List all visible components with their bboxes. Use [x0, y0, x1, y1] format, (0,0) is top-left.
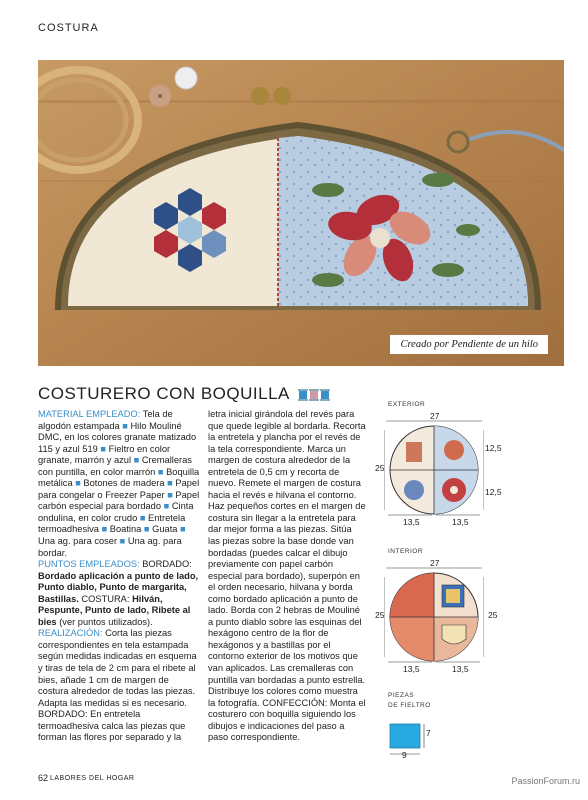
puntos-costura: Hilván, Pespunte, Punto de lado, Ribete al bies: [38, 593, 191, 627]
puntos-suffix: (ver puntos utilizados).: [59, 616, 153, 627]
realizacion-text-2: letra inicial girándola del revés para que quede legible al bordarla. Recorta la entretela y plancha por el revés de la tela correspondiente. Marca un margen de costura alrededor de la entretela de 0,5 cm y recorta de nuevo. Remete el margen de costura hacia el revés e hilvana el contorno. Haz pequeños cortes en el margen de costura sin llegar a la entretela para dar mejor forma a las piezas. Sitúa las piezas sobre la base donde van bordadas (puedes calcar el dibujo previamente con papel carbón especial para bordado), superpón en el orden necesario, hilvana y borda como bordado aplicación a punto de lado. Borda con 2 hebras de Mouliné a punto diablo sobre las esquinas del hexágono centro de la flor de hexágonos y a bastillas por el contorno exterior de los motivos que van aplicados. Las cremalleras con puntilla van bordadas a punto estrella. Distribuye los colores como muestra la fotografía. CONFECCIÓN: Monta el costurero con boquilla siguiendo los dibujos e indicaciones del paso a paso correspondiente.: [208, 409, 366, 743]
article-title-text: COSTURERO CON BOQUILLA: [38, 384, 289, 403]
puntos-bordado: Bordado aplicación a punto de lado, Punto diablo, Punto de margarita, Bastillas.: [38, 570, 199, 604]
piezas-side: 7: [426, 728, 431, 738]
piezas-bottom: 9: [402, 750, 407, 760]
bullet-square-icon: ■: [119, 420, 131, 431]
bullet-square-icon: ■: [155, 466, 167, 477]
material-item: Entretela termoadhesiva: [38, 512, 186, 535]
felt-piece-diagram: [388, 722, 428, 758]
watermark: PassionForum.ru: [511, 776, 580, 786]
interior-bottom-right: 13,5: [452, 664, 469, 674]
material-item: Tela de algodón estampada: [38, 409, 173, 431]
material-item: Hilo Mouliné DMC, en los colores granate matizado 115 y azul 519: [38, 420, 197, 454]
material-item: Papel para congelar o Freezer Paper: [38, 478, 200, 500]
exterior-bottom-left: 13,5: [403, 517, 420, 527]
realizacion-label: REALIZACIÓN:: [38, 628, 103, 639]
bullet-square-icon: ■: [164, 489, 176, 500]
bullet-square-icon: ■: [177, 524, 186, 535]
text-column-2: [208, 409, 366, 744]
puntos-label: PUNTOS EMPLEADOS:: [38, 559, 140, 570]
exterior-height: 25: [375, 463, 385, 473]
exterior-diagram: [384, 418, 484, 518]
piezas-label-2: DE FIELTRO: [388, 702, 431, 709]
realizacion-text-1: Corta las piezas correspondientes en tela estampada según medidas indicadas en esquema y tiras de tela de 2 cm para el ribete al bies, añade 1 cm de margen de costura alrededor de todas las piezas. Adapta las medidas si es necesario. BORDADO: En entretela termoadhesiva calca las piezas que forman las flores por separado y la: [38, 628, 197, 743]
exterior-right-top: 12,5: [485, 443, 502, 453]
puntos-costura-prefix: COSTURA:: [81, 593, 130, 604]
material-item: Botones de madera: [83, 478, 165, 489]
coin-purse-illustration: [38, 60, 564, 366]
bullet-square-icon: ■: [131, 455, 142, 466]
material-item: Boquilla metálica: [38, 466, 200, 489]
material-item: Cremalleras con puntilla, en color marrón: [38, 455, 192, 477]
material-item: Fieltro en color granate, marrón y azul: [38, 443, 171, 466]
puntos-bordado-prefix: BORDADO:: [142, 559, 192, 570]
exterior-label: EXTERIOR: [388, 401, 426, 408]
material-item: Papel carbón especial para bordado: [38, 489, 200, 512]
thread-spools-icon: [298, 389, 330, 401]
materials-label: MATERIAL EMPLEADO:: [38, 409, 141, 419]
material-item: Una ag. para bordar.: [38, 536, 182, 558]
text-column-1: [38, 409, 200, 744]
product-photo: [38, 60, 564, 366]
material-item: Una ag. para coser: [38, 536, 118, 547]
interior-bottom-left: 13,5: [403, 664, 420, 674]
interior-right: 25: [488, 610, 498, 620]
article-title: [38, 384, 330, 404]
exterior-bottom-right: 13,5: [452, 517, 469, 527]
interior-left: 25: [375, 610, 385, 620]
bullet-square-icon: ■: [98, 524, 110, 535]
material-item: Boatina: [109, 524, 142, 535]
magazine-name: LABORES DEL HOGAR: [50, 775, 135, 782]
section-header: COSTURA: [38, 22, 99, 34]
bullet-square-icon: ■: [161, 501, 172, 512]
exterior-width: 27: [430, 411, 440, 421]
bullet-square-icon: ■: [72, 478, 84, 489]
photo-caption: Creado por Pendiente de un hilo: [390, 335, 548, 354]
bullet-square-icon: ■: [141, 524, 153, 535]
bullet-square-icon: ■: [137, 512, 149, 523]
bullet-square-icon: ■: [117, 536, 128, 547]
interior-label: INTERIOR: [388, 548, 424, 555]
page-number: 62: [38, 773, 49, 783]
interior-width: 27: [430, 558, 440, 568]
material-item: Guata: [152, 524, 178, 535]
material-item: Cinta ondulina, en color crudo: [38, 501, 194, 523]
piezas-label-1: PIEZAS: [388, 692, 415, 699]
bullet-square-icon: ■: [164, 478, 176, 489]
bullet-square-icon: ■: [97, 443, 109, 454]
exterior-right-bottom: 12,5: [485, 487, 502, 497]
materials-list: [38, 409, 199, 558]
interior-diagram: [384, 565, 484, 665]
